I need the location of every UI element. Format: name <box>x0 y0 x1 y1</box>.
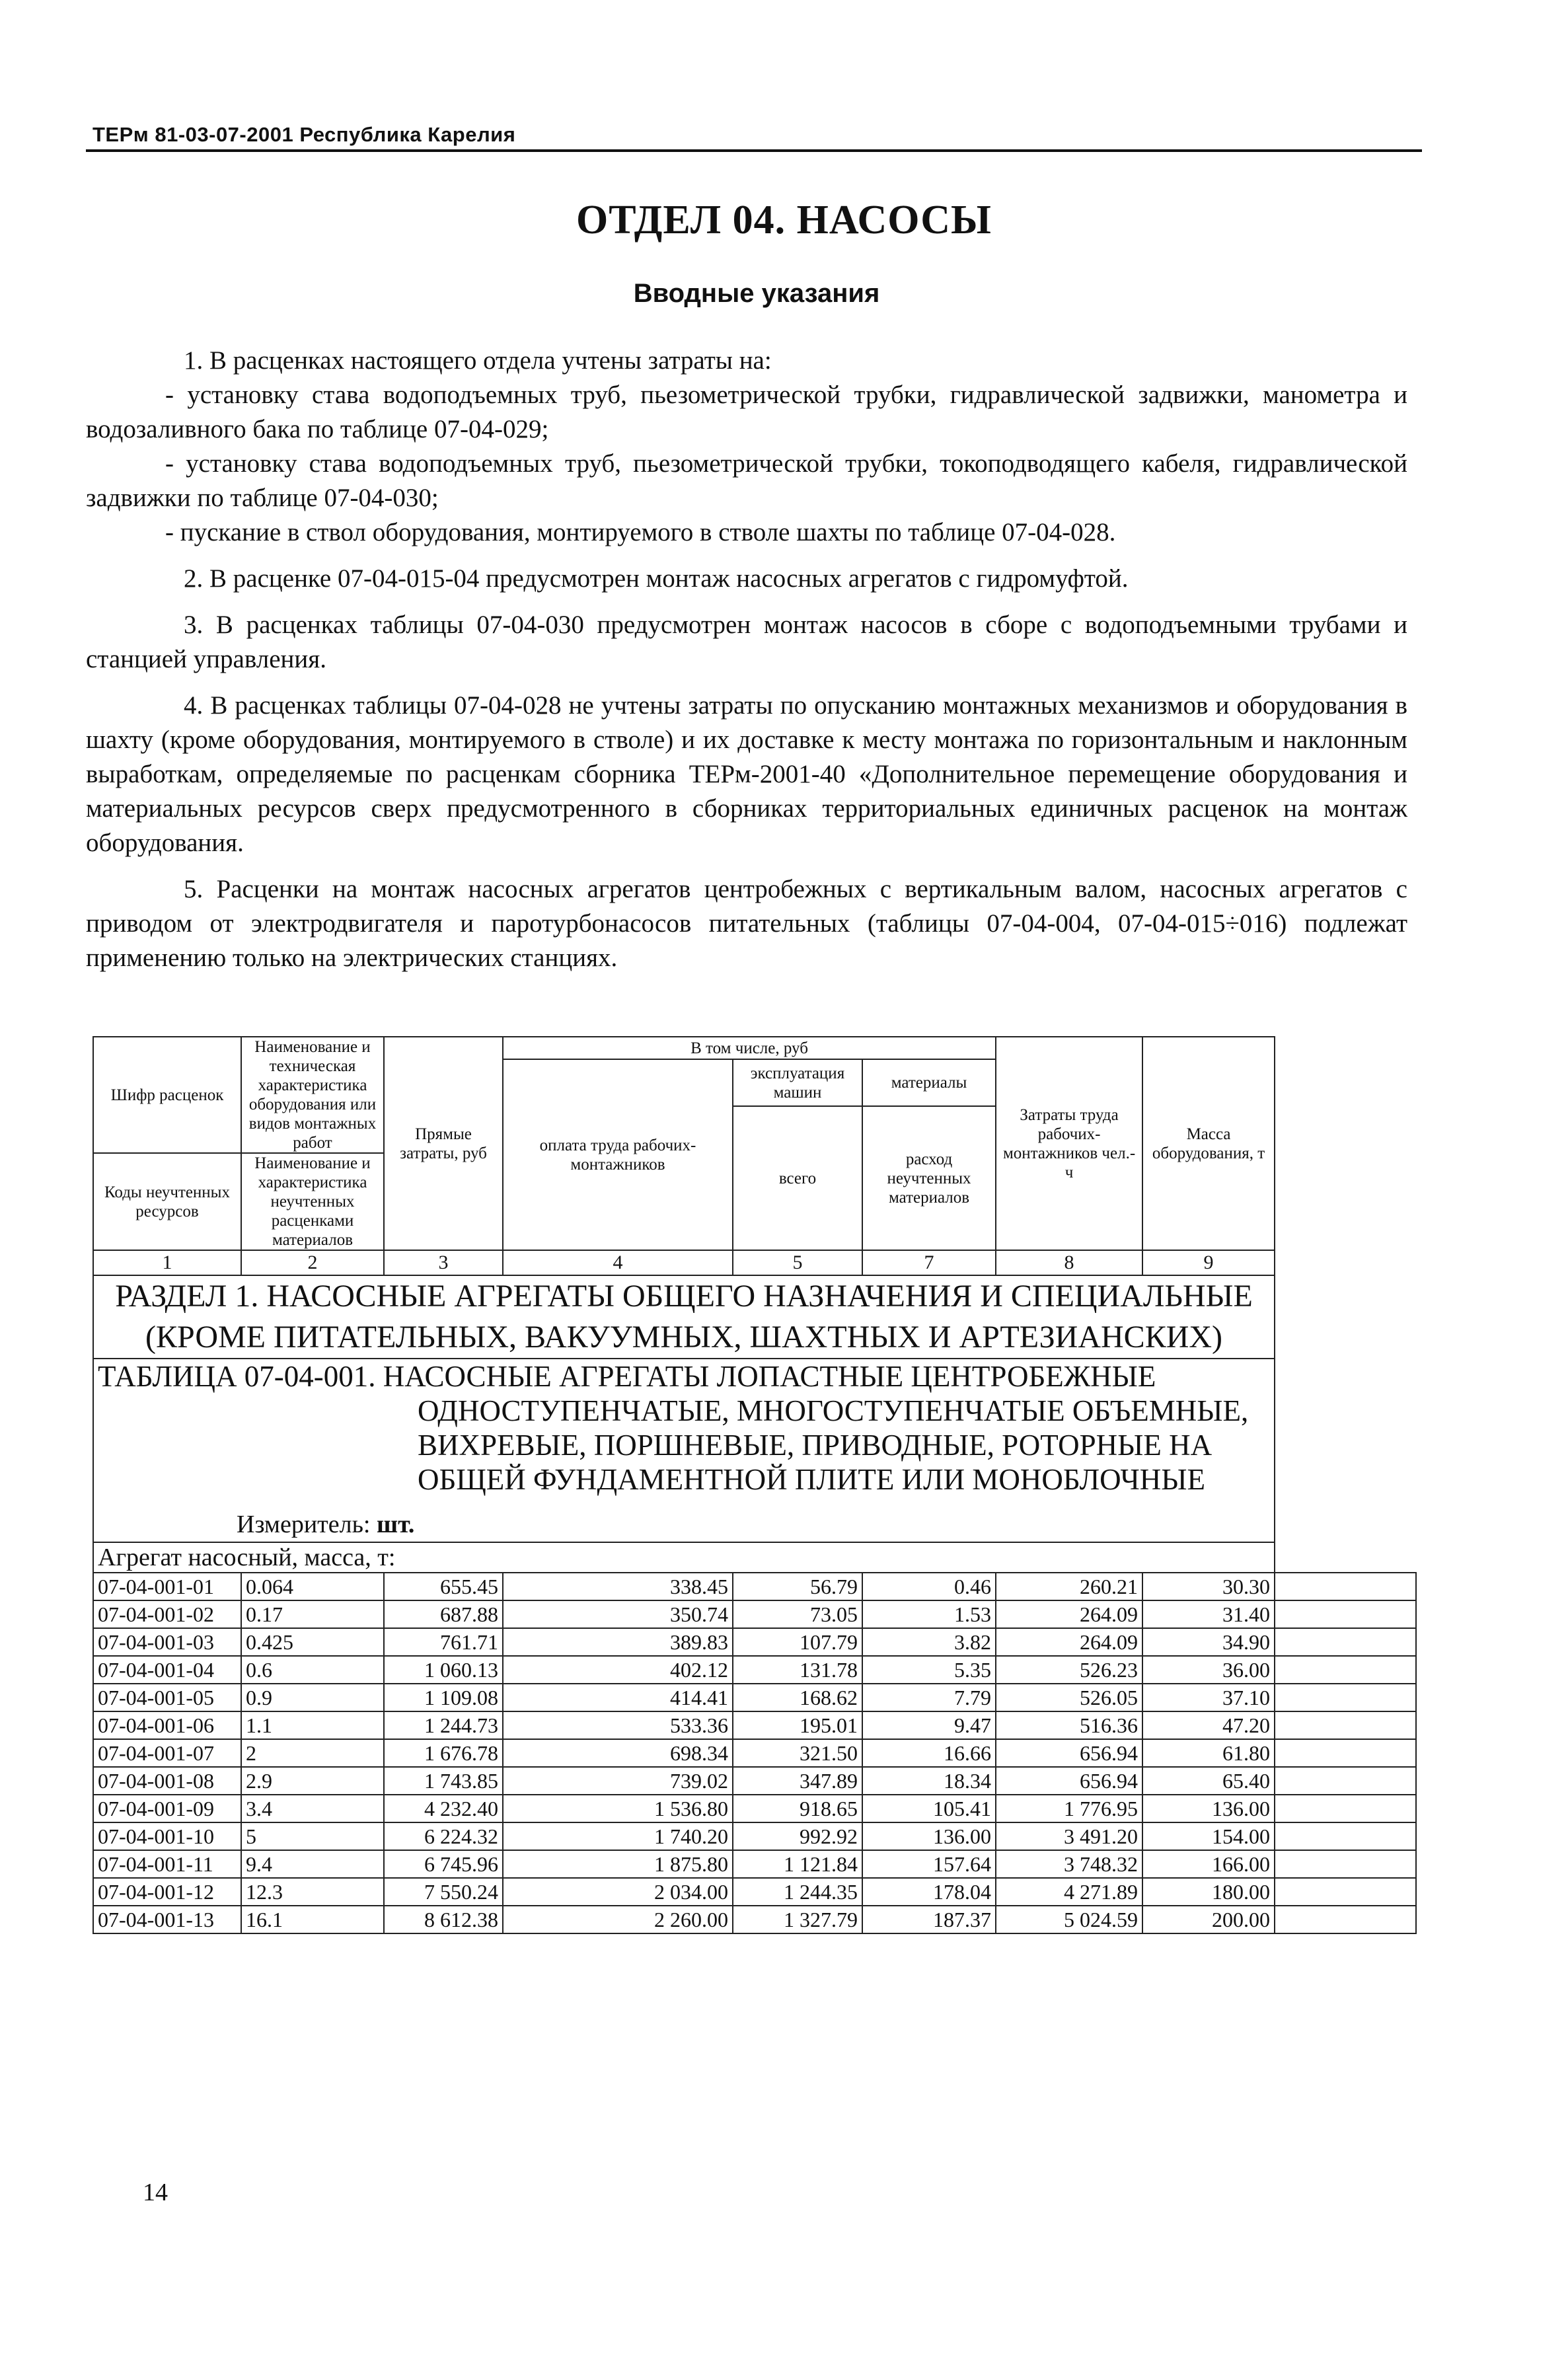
machines-total: 321.50 <box>733 1739 862 1767</box>
equipment-weight <box>1275 1739 1416 1767</box>
machinist-wage: 1.53 <box>862 1600 996 1628</box>
machines-total: 347.89 <box>733 1767 862 1795</box>
wage: 402.12 <box>503 1656 733 1684</box>
wage: 2 260.00 <box>503 1906 733 1933</box>
table-row <box>93 1878 1416 1906</box>
labor-hours: 180.00 <box>1142 1878 1275 1906</box>
table-row <box>93 1684 1416 1711</box>
equipment-weight <box>1275 1767 1416 1795</box>
pump-mass: 0.425 <box>241 1628 384 1656</box>
measure-unit-label: Измеритель: <box>237 1511 371 1538</box>
equipment-weight <box>1275 1684 1416 1711</box>
direct-costs: 761.71 <box>384 1628 503 1656</box>
equipment-weight <box>1275 1822 1416 1850</box>
direct-costs: 687.88 <box>384 1600 503 1628</box>
direct-costs: 655.45 <box>384 1573 503 1600</box>
equipment-weight <box>1275 1628 1416 1656</box>
pump-mass: 16.1 <box>241 1906 384 1933</box>
section-title: ОТДЕЛ 04. НАСОСЫ <box>576 198 992 243</box>
labor-hours: 30.30 <box>1142 1573 1275 1600</box>
direct-costs: 1 743.85 <box>384 1767 503 1795</box>
labor-hours: 166.00 <box>1142 1850 1275 1878</box>
column-number: 9 <box>1142 1250 1275 1275</box>
wage: 338.45 <box>503 1573 733 1600</box>
table-row <box>93 1906 1416 1933</box>
equipment-weight <box>1275 1906 1416 1933</box>
pump-mass: 2 <box>241 1739 384 1767</box>
pump-mass: 0.6 <box>241 1656 384 1684</box>
labor-hours: 37.10 <box>1142 1684 1275 1711</box>
direct-costs: 6 745.96 <box>384 1850 503 1878</box>
paragraph: 3. В расценках таблицы 07-04-030 предусмотрен монтаж насосов в сборе с водоподъемными трубами и станцией управления. <box>86 611 1407 673</box>
equipment-weight <box>1275 1795 1416 1822</box>
wage: 389.83 <box>503 1628 733 1656</box>
machinist-wage: 9.47 <box>862 1711 996 1739</box>
rate-code: 07-04-001-12 <box>93 1878 241 1906</box>
machinist-wage: 178.04 <box>862 1878 996 1906</box>
pump-mass: 9.4 <box>241 1850 384 1878</box>
page-number: 14 <box>143 2179 168 2206</box>
paragraph: 4. В расценках таблицы 07-04-028 не учтены затраты по опусканию монтажных механизмов и оборудования в шахту (кроме оборудования, монтируемого в стволе) и их доставке к месту монтажа по горизонтальным и наклонным выработкам, определяемые по расценкам сборника ТЕРм-2001-40 «Дополнительное перемещение оборудования и материальных ресурсов сверх предусмотренного в сборниках территориальных единичных расценок на монтаж оборудования. <box>86 691 1407 857</box>
materials: 656.94 <box>996 1739 1142 1767</box>
labor-hours: 154.00 <box>1142 1822 1275 1850</box>
paragraph: 2. В расценке 07-04-015-04 предусмотрен монтаж насосных агрегатов с гидромуфтой. <box>184 564 1129 593</box>
column-number: 5 <box>733 1250 862 1275</box>
equipment-weight <box>1275 1878 1416 1906</box>
machines-total: 107.79 <box>733 1628 862 1656</box>
direct-costs: 4 232.40 <box>384 1795 503 1822</box>
header-material-use: расход неучтенных материалов <box>862 1106 996 1250</box>
table-body <box>93 1573 1416 1933</box>
column-number: 2 <box>241 1250 384 1275</box>
header-labor: Затраты труда рабочих-монтажников чел.-ч <box>996 1037 1142 1250</box>
wage: 698.34 <box>503 1739 733 1767</box>
column-number: 8 <box>996 1250 1142 1275</box>
intro-heading: Вводные указания <box>633 279 880 308</box>
table-row <box>93 1573 1416 1600</box>
pump-mass: 2.9 <box>241 1767 384 1795</box>
materials: 3 491.20 <box>996 1822 1142 1850</box>
wage: 2 034.00 <box>503 1878 733 1906</box>
rate-code: 07-04-001-03 <box>93 1628 241 1656</box>
direct-costs: 6 224.32 <box>384 1822 503 1850</box>
materials: 3 748.32 <box>996 1850 1142 1878</box>
materials: 656.94 <box>996 1767 1142 1795</box>
materials: 260.21 <box>996 1573 1142 1600</box>
machinist-wage: 5.35 <box>862 1656 996 1684</box>
group-heading: Агрегат насосный, масса, т: <box>93 1542 1275 1573</box>
labor-hours: 136.00 <box>1142 1795 1275 1822</box>
materials: 264.09 <box>996 1628 1142 1656</box>
machines-total: 73.05 <box>733 1600 862 1628</box>
header-rule <box>86 149 1422 152</box>
rate-code: 07-04-001-07 <box>93 1739 241 1767</box>
wage: 739.02 <box>503 1767 733 1795</box>
materials: 4 271.89 <box>996 1878 1142 1906</box>
pump-mass: 3.4 <box>241 1795 384 1822</box>
materials: 526.05 <box>996 1684 1142 1711</box>
materials: 516.36 <box>996 1711 1142 1739</box>
table-row <box>93 1656 1416 1684</box>
wage: 533.36 <box>503 1711 733 1739</box>
header-name: Наименование и техническая характеристика оборудования или видов монтажных работ <box>241 1037 384 1153</box>
rate-code: 07-04-001-02 <box>93 1600 241 1628</box>
wage: 1 536.80 <box>503 1795 733 1822</box>
pump-mass: 0.9 <box>241 1684 384 1711</box>
pump-mass: 12.3 <box>241 1878 384 1906</box>
table-heading-cell <box>93 1359 1275 1542</box>
paragraph: - установку става водоподъемных труб, пьезометрической трубки, токоподводящего кабеля, гидравлической задвижки по таблице 07-04-030; <box>86 449 1407 512</box>
equipment-weight <box>1275 1850 1416 1878</box>
pump-mass: 0.064 <box>241 1573 384 1600</box>
header-wage: оплата труда рабочих-монтажников <box>503 1059 733 1250</box>
rate-code: 07-04-001-04 <box>93 1656 241 1684</box>
wage: 350.74 <box>503 1600 733 1628</box>
labor-hours: 47.20 <box>1142 1711 1275 1739</box>
labor-hours: 34.90 <box>1142 1628 1275 1656</box>
header-machines-total: всего <box>733 1106 862 1250</box>
machinist-wage: 105.41 <box>862 1795 996 1822</box>
header-cipher: Шифр расценок <box>93 1037 241 1153</box>
column-number: 1 <box>93 1250 241 1275</box>
rate-code: 07-04-001-05 <box>93 1684 241 1711</box>
rates-table <box>93 1036 1417 1934</box>
table-row <box>93 1600 1416 1628</box>
measure-unit <box>98 1507 1270 1542</box>
header-weight: Масса оборудования, т <box>1142 1037 1275 1250</box>
pump-mass: 1.1 <box>241 1711 384 1739</box>
machines-total: 992.92 <box>733 1822 862 1850</box>
rate-code: 07-04-001-08 <box>93 1767 241 1795</box>
wage: 1 740.20 <box>503 1822 733 1850</box>
header-including: В том числе, руб <box>503 1037 996 1059</box>
labor-hours: 61.80 <box>1142 1739 1275 1767</box>
table-row <box>93 1795 1416 1822</box>
header-materials: материалы <box>862 1059 996 1106</box>
header-name-2: Наименование и характеристика неучтенных расценками материалов <box>241 1153 384 1250</box>
section-heading: РАЗДЕЛ 1. НАСОСНЫЕ АГРЕГАТЫ ОБЩЕГО НАЗНАЧЕНИЯ И СПЕЦИАЛЬНЫЕ (КРОМЕ ПИТАТЕЛЬНЫХ, ВАКУУМНЫХ, ШАХТНЫХ И АРТЕЗИАНСКИХ) <box>93 1275 1275 1359</box>
labor-hours: 65.40 <box>1142 1767 1275 1795</box>
rate-code: 07-04-001-13 <box>93 1906 241 1933</box>
column-number: 4 <box>503 1250 733 1275</box>
table-row <box>93 1739 1416 1767</box>
table-row <box>93 1850 1416 1878</box>
materials: 1 776.95 <box>996 1795 1142 1822</box>
direct-costs: 1 060.13 <box>384 1656 503 1684</box>
equipment-weight <box>1275 1573 1416 1600</box>
machines-total: 1 327.79 <box>733 1906 862 1933</box>
machinist-wage: 16.66 <box>862 1739 996 1767</box>
machinist-wage: 0.46 <box>862 1573 996 1600</box>
wage: 414.41 <box>503 1684 733 1711</box>
table-row <box>93 1767 1416 1795</box>
paragraph: 5. Расценки на монтаж насосных агрегатов центробежных с вертикальным валом, насосных агрегатов с приводом от электродвигателя и паротурбонасосов питательных (таблицы 07-04-004, 07-04-015÷016) подлежат применению только на электрических станциях. <box>86 875 1407 972</box>
machines-total: 195.01 <box>733 1711 862 1739</box>
equipment-weight <box>1275 1656 1416 1684</box>
column-number: 7 <box>862 1250 996 1275</box>
machinist-wage: 3.82 <box>862 1628 996 1656</box>
wage: 1 875.80 <box>503 1850 733 1878</box>
header-codes: Коды неучтенных ресурсов <box>93 1153 241 1250</box>
table-row <box>93 1628 1416 1656</box>
rate-code: 07-04-001-10 <box>93 1822 241 1850</box>
intro-paragraphs <box>86 344 1407 975</box>
machines-total: 918.65 <box>733 1795 862 1822</box>
direct-costs: 8 612.38 <box>384 1906 503 1933</box>
direct-costs: 1 109.08 <box>384 1684 503 1711</box>
header-direct-costs: Прямые затраты, руб <box>384 1037 503 1250</box>
machinist-wage: 18.34 <box>862 1767 996 1795</box>
machinist-wage: 187.37 <box>862 1906 996 1933</box>
measure-unit-value: шт. <box>377 1511 415 1538</box>
pump-mass: 0.17 <box>241 1600 384 1628</box>
machines-total: 131.78 <box>733 1656 862 1684</box>
machines-total: 1 121.84 <box>733 1850 862 1878</box>
rate-code: 07-04-001-09 <box>93 1795 241 1822</box>
equipment-weight <box>1275 1711 1416 1739</box>
equipment-weight <box>1275 1600 1416 1628</box>
running-header: ТЕРм 81-03-07-2001 Республика Карелия <box>93 123 516 146</box>
machinist-wage: 7.79 <box>862 1684 996 1711</box>
materials: 5 024.59 <box>996 1906 1142 1933</box>
materials: 264.09 <box>996 1600 1142 1628</box>
machinist-wage: 136.00 <box>862 1822 996 1850</box>
rate-code: 07-04-001-06 <box>93 1711 241 1739</box>
labor-hours: 31.40 <box>1142 1600 1275 1628</box>
direct-costs: 1 676.78 <box>384 1739 503 1767</box>
header-machines: эксплуатация машин <box>733 1059 862 1106</box>
machines-total: 1 244.35 <box>733 1878 862 1906</box>
table-title: ТАБЛИЦА 07-04-001. НАСОСНЫЕ АГРЕГАТЫ ЛОПАСТНЫЕ ЦЕНТРОБЕЖНЫЕ ОДНОСТУПЕНЧАТЫЕ, МНОГОСТУПЕНЧАТЫЕ ОБЪЕМНЫЕ, ВИХРЕВЫЕ, ПОРШНЕВЫЕ, ПРИВОДНЫЕ, РОТОРНЫЕ НА ОБЩЕЙ ФУНДАМЕНТНОЙ ПЛИТЕ ИЛИ МОНОБЛОЧНЫЕ <box>98 1360 1249 1496</box>
paragraph: - установку става водоподъемных труб, пьезометрической трубки, гидравлической задвижки, манометра и водозаливного бака по таблице 07-04-029; <box>86 381 1407 443</box>
machines-total: 56.79 <box>733 1573 862 1600</box>
pump-mass: 5 <box>241 1822 384 1850</box>
direct-costs: 7 550.24 <box>384 1878 503 1906</box>
direct-costs: 1 244.73 <box>384 1711 503 1739</box>
paragraph: 1. В расценках настоящего отдела учтены затраты на: <box>184 346 772 375</box>
paragraph: - пускание в ствол оборудования, монтируемого в стволе шахты по таблице 07-04-028. <box>165 518 1116 546</box>
rate-code: 07-04-001-11 <box>93 1850 241 1878</box>
materials: 526.23 <box>996 1656 1142 1684</box>
rate-code: 07-04-001-01 <box>93 1573 241 1600</box>
column-number: 3 <box>384 1250 503 1275</box>
labor-hours: 200.00 <box>1142 1906 1275 1933</box>
table-row <box>93 1711 1416 1739</box>
machines-total: 168.62 <box>733 1684 862 1711</box>
table-row <box>93 1822 1416 1850</box>
machinist-wage: 157.64 <box>862 1850 996 1878</box>
labor-hours: 36.00 <box>1142 1656 1275 1684</box>
